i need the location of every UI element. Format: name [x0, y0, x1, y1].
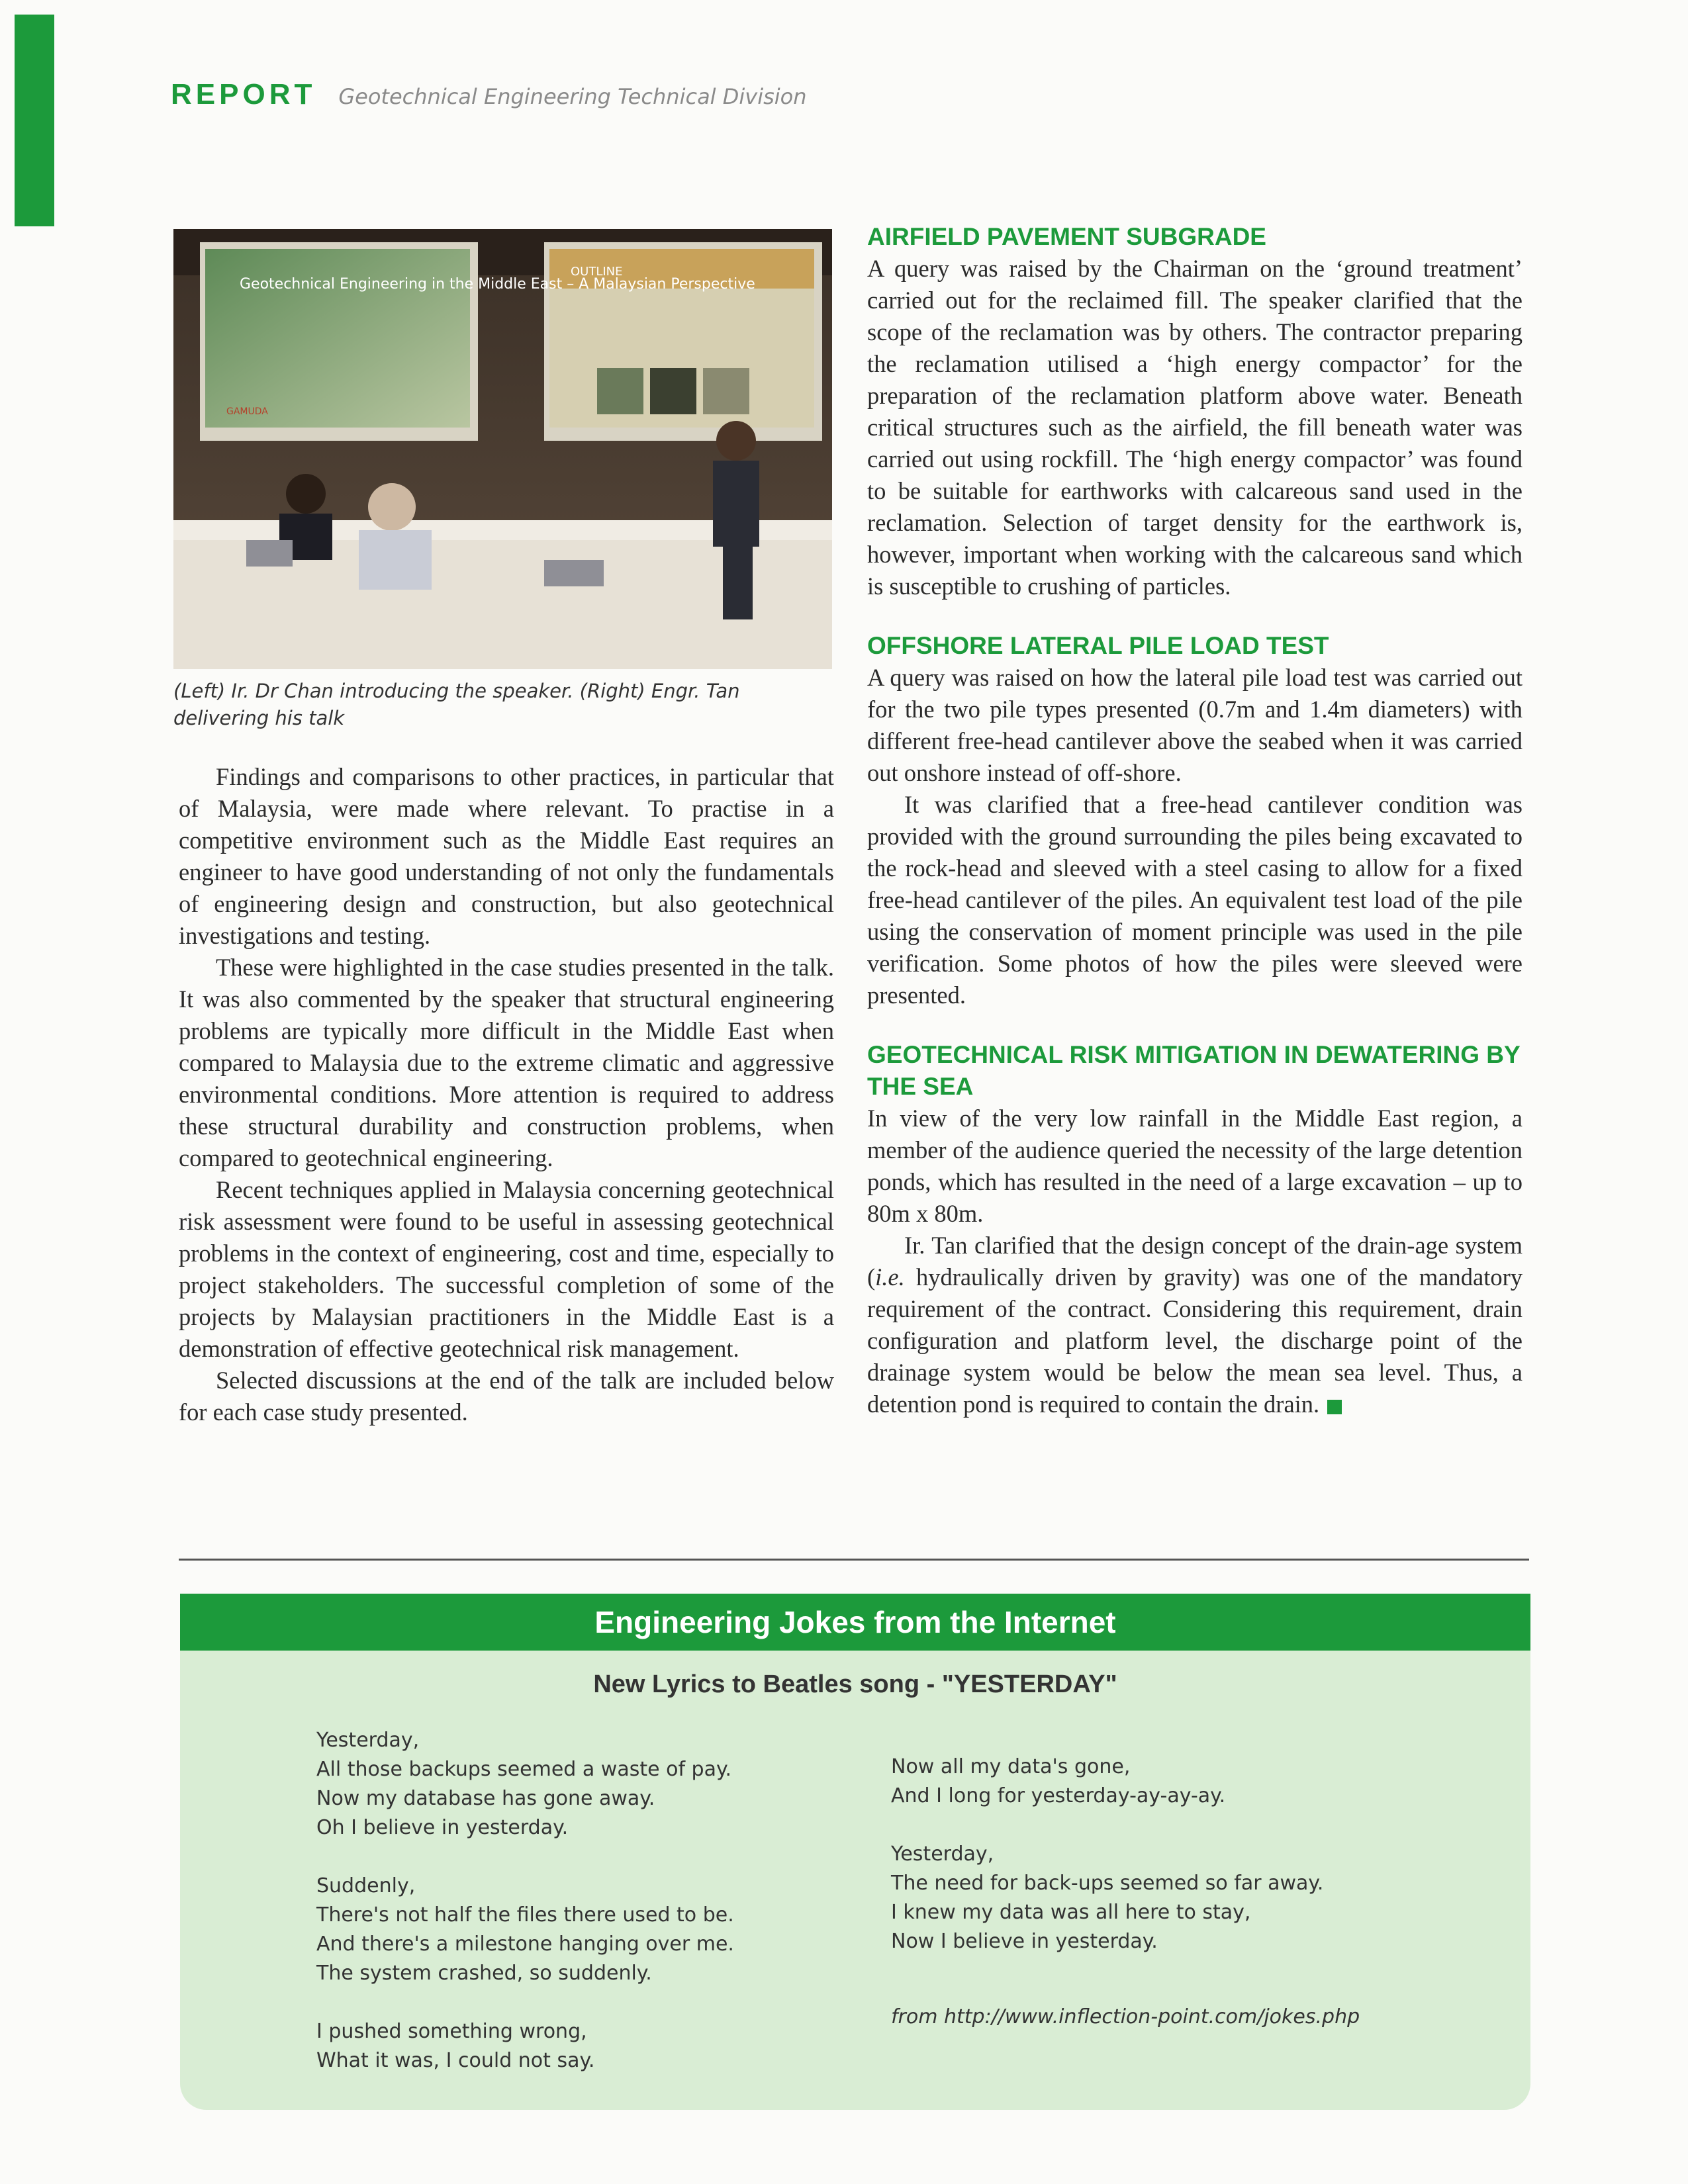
lyrics-stanza [891, 1752, 1487, 1811]
section-offshore [867, 630, 1523, 1011]
section-paragraph [867, 1230, 1523, 1420]
jokes-source: from http://www.inflection-point.com/jokes.php [891, 2005, 1360, 2028]
lyrics-stanza [891, 1840, 1487, 1956]
event-photo [173, 229, 832, 669]
right-column [867, 221, 1523, 1448]
lyrics-line: Suddenly, [316, 1874, 416, 1897]
paragraph-part: hydraulically driven by gravity) was one of the mandatory requirement of the contract. Considering this requirement, drain configuration and platform level, the discharge point of the drainage system would be below the mean sea level. Thus, a detention pond is required to contain the drain. [867, 1263, 1523, 1418]
jokes-header [180, 1594, 1530, 1651]
lyrics-line: Now I believe in yesterday. [891, 1930, 1158, 1953]
left-paragraph: These were highlighted in the case studies presented in the talk. It was also commented by the speaker that structural engineering problems are typically more difficult in the Middle East when compared to Malaysia due to the extreme climatic and aggressive environmental conditions. More attention is required to address these structural durability and construction problems, when compared to geotechnical engineering. [179, 954, 834, 1171]
lyrics-line: Yesterday, [891, 1843, 994, 1866]
left-paragraph: Recent techniques applied in Malaysia concerning geotechnical risk assessment were found to be useful in assessing geotechnical problems in the context of engineering, cost and time, especially to project stakeholders. The successful completion of some of the projects by Malaysian practitioners in the Middle East is a demonstration of effective geotechnical risk management. [179, 1176, 834, 1362]
left-paragraph: Selected discussions at the end of the talk are included below for each case study presented. [179, 1367, 834, 1426]
divider-rule [179, 1559, 1529, 1561]
slide-right-title: OUTLINE [571, 265, 623, 279]
section-paragraph: In view of the very low rainfall in the Middle East region, a member of the audience queried the necessity of the large detention ponds, which has resulted in the need of a large excavation – up to 80m x 80m. [867, 1105, 1523, 1227]
lyrics-left-column [316, 1726, 859, 2105]
lyrics-line: And there's a milestone hanging over me. [316, 1933, 734, 1956]
lyrics-line: What it was, I could not say. [316, 2049, 595, 2072]
left-column [179, 761, 834, 1428]
lyrics-line: The need for back-ups seemed so far away. [891, 1872, 1324, 1895]
lyrics-line: All those backups seemed a waste of pay. [316, 1758, 731, 1781]
lyrics-line: The system crashed, so suddenly. [316, 1962, 652, 1985]
end-square-icon [1327, 1400, 1342, 1414]
lyrics-right-column [891, 1752, 1487, 1985]
lyrics-stanza [316, 1872, 859, 1988]
section-heading: OFFSHORE LATERAL PILE LOAD TEST [867, 632, 1329, 659]
lyrics-line: I pushed something wrong, [316, 2020, 587, 2043]
section-dewatering [867, 1039, 1523, 1420]
section-paragraph: A query was raised on how the lateral pile load test was carried out for the two pile types presented (0.7m and 1.4m diameters) with different free-head cantilever above the seabed when it was carried out onshore instead of off-shore. [867, 664, 1523, 786]
section-paragraph: It was clarified that a free-head cantilever condition was provided with the ground surrounding the piles being excavated to the rock-head and sleeved with a steel casing to allow for a fixed free-head cantilever of the piles. An equivalent test load of the pile using the conservation of moment principle was used in the pile verification. Some photos of how the piles were sleeved were presented. [867, 791, 1523, 1009]
green-margin-bar [15, 15, 54, 226]
jokes-subtitle: New Lyrics to Beatles song - "YESTERDAY" [593, 1670, 1117, 1698]
section-heading: AIRFIELD PAVEMENT SUBGRADE [867, 223, 1266, 250]
lyrics-line: Now all my data's gone, [891, 1755, 1131, 1778]
lyrics-line: Now my database has gone away. [316, 1787, 655, 1810]
division-label: Geotechnical Engineering Technical Division [338, 84, 807, 109]
lyrics-line: I knew my data was all here to stay, [891, 1901, 1251, 1924]
page-header [171, 78, 807, 111]
slide-left-title: Geotechnical Engineering in the Middle East – A Malaysian Perspective [240, 276, 755, 293]
lyrics-stanza [316, 1726, 859, 1843]
left-paragraph: Findings and comparisons to other practices, in particular that of Malaysia, were made where relevant. To practise in a competitive environment such as the Middle East requires an engineer to have good understanding of not only the fundamentals of engineering design and construction, but also geotechnical investigations and testing. [179, 763, 834, 949]
section-airfield [867, 221, 1523, 602]
section-label: REPORT [171, 78, 316, 111]
photo-caption: (Left) Ir. Dr Chan introducing the speaker. (Right) Engr. Tan delivering his talk [173, 680, 740, 729]
section-heading: GEOTECHNICAL RISK MITIGATION IN DEWATERING BY THE SEA [867, 1041, 1521, 1100]
gamuda-logo-text: GAMUDA [226, 406, 268, 417]
lyrics-line: Yesterday, [316, 1729, 420, 1752]
paragraph-part: Ir. Tan clarified that the design concept of the drain-age system ( [867, 1232, 1523, 1291]
lyrics-line: Oh I believe in yesterday. [316, 1816, 569, 1839]
jokes-box [180, 1594, 1530, 2110]
lyrics-stanza [316, 2017, 859, 2075]
ie-abbreviation: i.e. [875, 1263, 905, 1291]
lyrics-line: And I long for yesterday-ay-ay-ay. [891, 1784, 1226, 1807]
section-paragraph: A query was raised by the Chairman on the ‘ground treatment’ carried out for the reclaimed fill. The speaker clarified that the scope of the reclamation was by others. The contractor preparing the reclamation utilised a ‘high energy compactor’ for the preparation of the reclamation platform above water. Beneath critical structures such as the airfield, the fill beneath water was carried out using rockfill. The ‘high energy compactor’ was found to be suitable for earthworks with calcareous sand used in the reclamation. Selection of target density for the earthwork is, however, important when working with the calcareous sand which is susceptible to crushing of particles. [867, 255, 1523, 600]
lyrics-line: There's not half the files there used to be. [316, 1903, 734, 1927]
jokes-title: Engineering Jokes from the Internet [594, 1605, 1116, 1639]
